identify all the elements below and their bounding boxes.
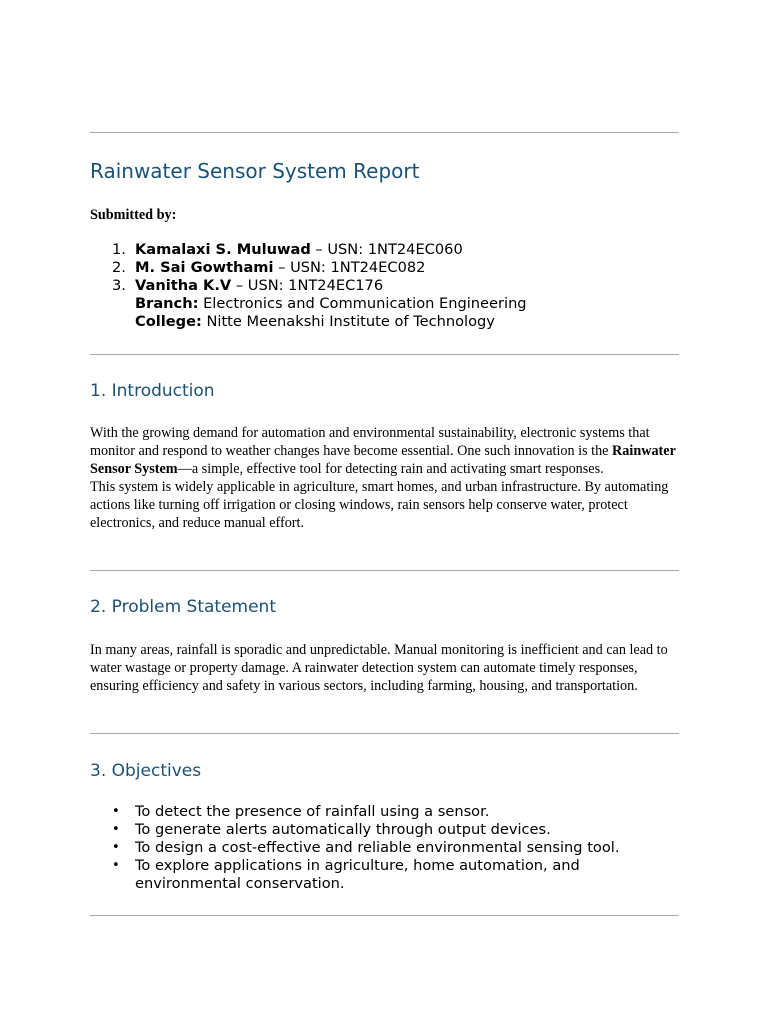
team-member-list xyxy=(90,241,679,331)
divider xyxy=(90,915,679,916)
introduction-heading: 1. Introduction xyxy=(90,381,215,401)
list-number: 2. xyxy=(112,259,126,276)
introduction-paragraph xyxy=(90,424,679,478)
objective-item xyxy=(90,803,679,821)
member-name: Kamalaxi S. Muluwad xyxy=(135,241,311,258)
team-member-item xyxy=(90,277,679,331)
introduction-body xyxy=(90,424,679,532)
member-name: Vanitha K.V xyxy=(135,277,232,294)
objective-item xyxy=(90,839,679,857)
objective-item xyxy=(90,821,679,839)
objective-text: To design a cost-effective and reliable environmental sensing tool. xyxy=(135,839,620,856)
team-member-item xyxy=(90,241,679,259)
list-number: 1. xyxy=(112,241,126,258)
branch-line xyxy=(135,295,679,313)
bullet-icon: • xyxy=(112,858,120,873)
list-number: 3. xyxy=(112,277,126,294)
member-name: M. Sai Gowthami xyxy=(135,259,274,276)
college-label: College: xyxy=(135,313,202,330)
report-title: Rainwater Sensor System Report xyxy=(90,159,420,183)
bullet-icon: • xyxy=(112,804,120,819)
branch-label: Branch: xyxy=(135,295,199,312)
problem-paragraph: In many areas, rainfall is sporadic and unpredictable. Manual monitoring is inefficient and can lead to water wastage or property damage. A rainwater detection system can automate timely responses, ensuring efficiency and safety in various sectors, including farming, housing, and transportation. xyxy=(90,642,668,694)
objective-text: To generate alerts automatically through output devices. xyxy=(135,821,551,838)
branch-value: Electronics and Communication Engineering xyxy=(198,295,527,312)
bullet-icon: • xyxy=(112,840,120,855)
divider xyxy=(90,733,679,734)
member-usn: – USN: 1NT24EC060 xyxy=(310,241,463,258)
intro-text: With the growing demand for automation and environmental sustainability, electronic systems that monitor and respond to weather changes have become essential. One such innovation is the xyxy=(90,425,650,459)
objective-text: To detect the presence of rainfall using a sensor. xyxy=(135,803,490,820)
divider xyxy=(90,132,679,133)
member-usn: – USN: 1NT24EC176 xyxy=(231,277,384,294)
team-member-item xyxy=(90,259,679,277)
divider xyxy=(90,354,679,355)
objectives-list xyxy=(90,803,679,893)
submitted-by-label: Submitted by: xyxy=(90,207,177,223)
college-value: Nitte Meenakshi Institute of Technology xyxy=(201,313,495,330)
intro-bold-term: Rainwater Sensor System xyxy=(90,443,676,477)
introduction-paragraph: This system is widely applicable in agriculture, smart homes, and urban infrastructure. By automating actions like turning off irrigation or closing windows, rain sensors help conserve water, protect electronics, and reduce manual effort. xyxy=(90,479,669,531)
intro-text-tail: —a simple, effective tool for detecting rain and activating smart responses. xyxy=(177,461,604,477)
divider xyxy=(90,570,679,571)
objective-text: To explore applications in agriculture, home automation, and environmental conservation. xyxy=(135,857,580,892)
objectives-heading: 3. Objectives xyxy=(90,761,202,781)
member-usn: – USN: 1NT24EC082 xyxy=(273,259,426,276)
college-line xyxy=(135,313,679,331)
problem-heading: 2. Problem Statement xyxy=(90,597,276,617)
objective-item xyxy=(90,857,679,893)
bullet-icon: • xyxy=(112,822,120,837)
